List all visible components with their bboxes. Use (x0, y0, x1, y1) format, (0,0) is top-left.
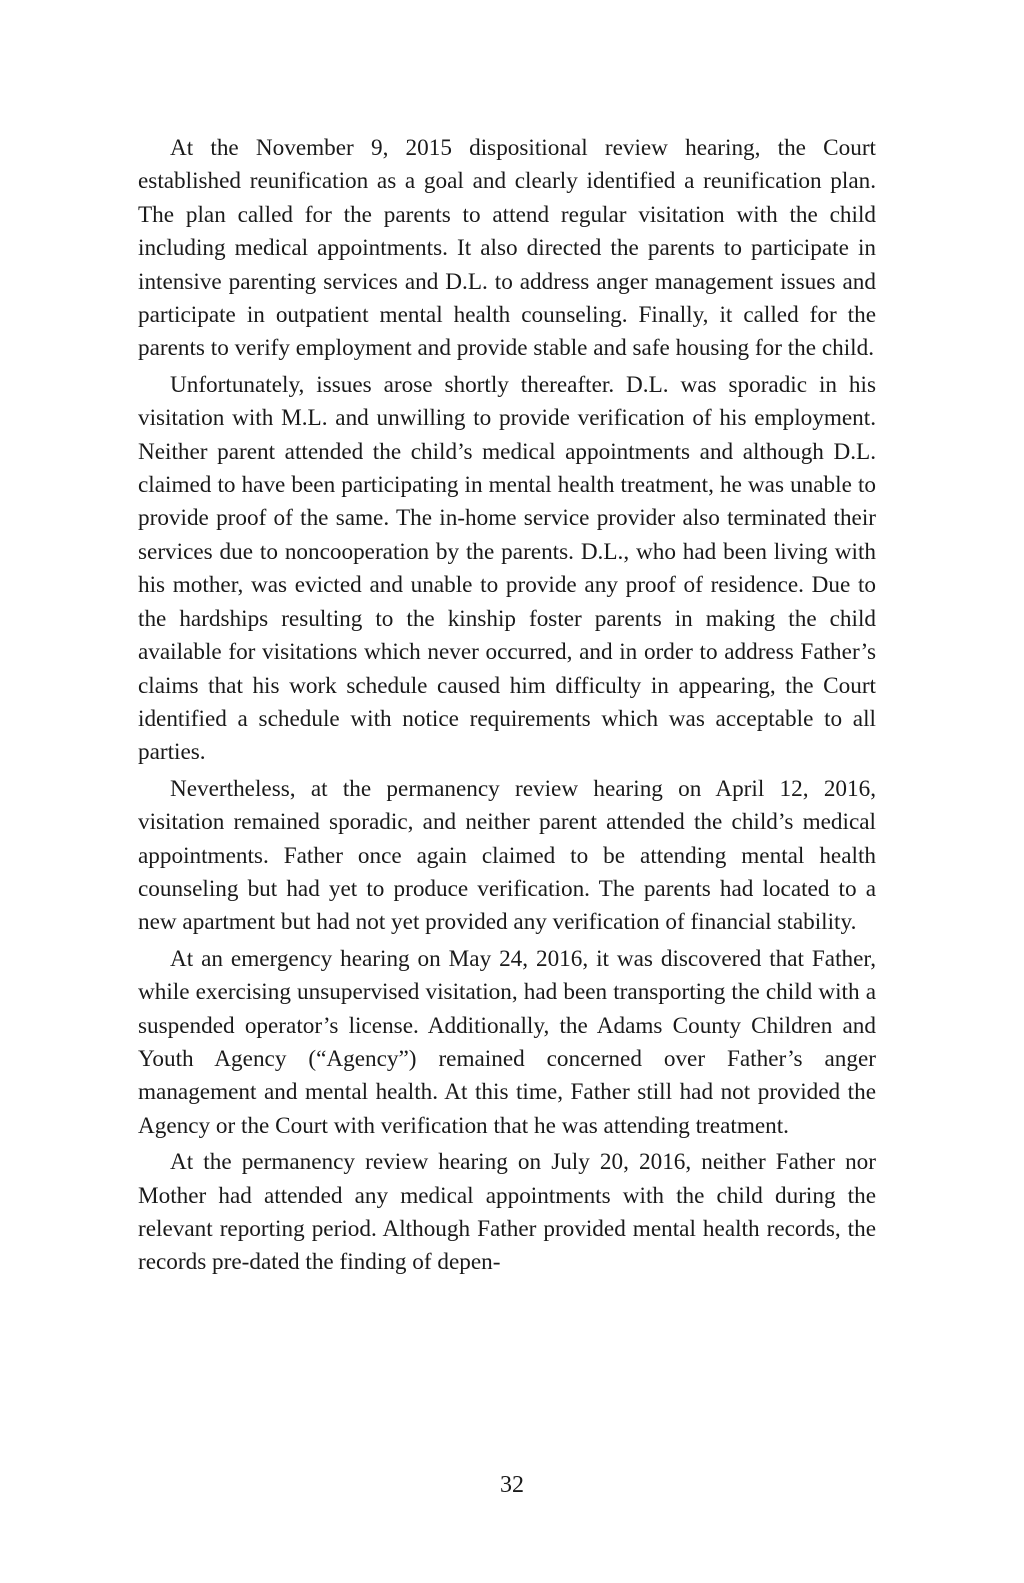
page-body (138, 132, 876, 1283)
paragraph-july-review: At the permanency review hearing on July 20, 2016, neither Father nor Mother had attended any medical appointments with the child during the relevant reporting period. Although Father provided mental health records, the records pre-dated the finding of depen- (138, 1149, 876, 1276)
page-number: 32 (500, 1472, 524, 1498)
paragraph-april-review: Nevertheless, at the permanency review hearing on April 12, 2016, visitation remained sporadic, and neither parent attended the child’s medical appointments. Father once again claimed to be attending mental health counseling but had yet to produce verification. The parents had located to a new apartment but had not yet provided any verification of financial stability. (138, 775, 876, 936)
paragraph-issues-arose: Unfortunately, issues arose shortly thereafter. D.L. was sporadic in his visitation with M.L. and unwilling to provide verification of his employment. Neither parent attended the child’s medical appointments and although D.L. claimed to have been participating in mental health treatment, he was unable to provide proof of the same. The in-home service provider also terminated their services due to noncooperation by the parents. D.L., who had been living with his mother, was evicted and unable to provide any proof of residence. Due to the hardships resulting to the kinship foster parents in making the child available for visitations which never occurred, and in order to address Father’s claims that his work schedule caused him difficulty in appearing, the Court identified a schedule with notice requirements which was acceptable to all parties. (138, 371, 876, 766)
paragraph-dispositional-review: At the November 9, 2015 dispositional review hearing, the Court established reunification as a goal and clearly identified a reunification plan. The plan called for the parents to attend regular visitation with the child including medical appointments. It also directed the parents to participate in intensive parenting services and D.L. to address anger management issues and participate in outpatient mental health counseling. Finally, it called for the parents to verify employment and provide stable and safe housing for the child. (138, 135, 876, 362)
paragraph-emergency-hearing: At an emergency hearing on May 24, 2016, it was discovered that Father, while exercising unsupervised visitation, had been transporting the child with a suspended operator’s license. Additionally, the Adams County Children and Youth Agency (“Agency”) remained concerned over Father’s anger management and mental health. At this time, Father still had not provided the Agency or the Court with verification that he was attending treatment. (138, 945, 876, 1139)
